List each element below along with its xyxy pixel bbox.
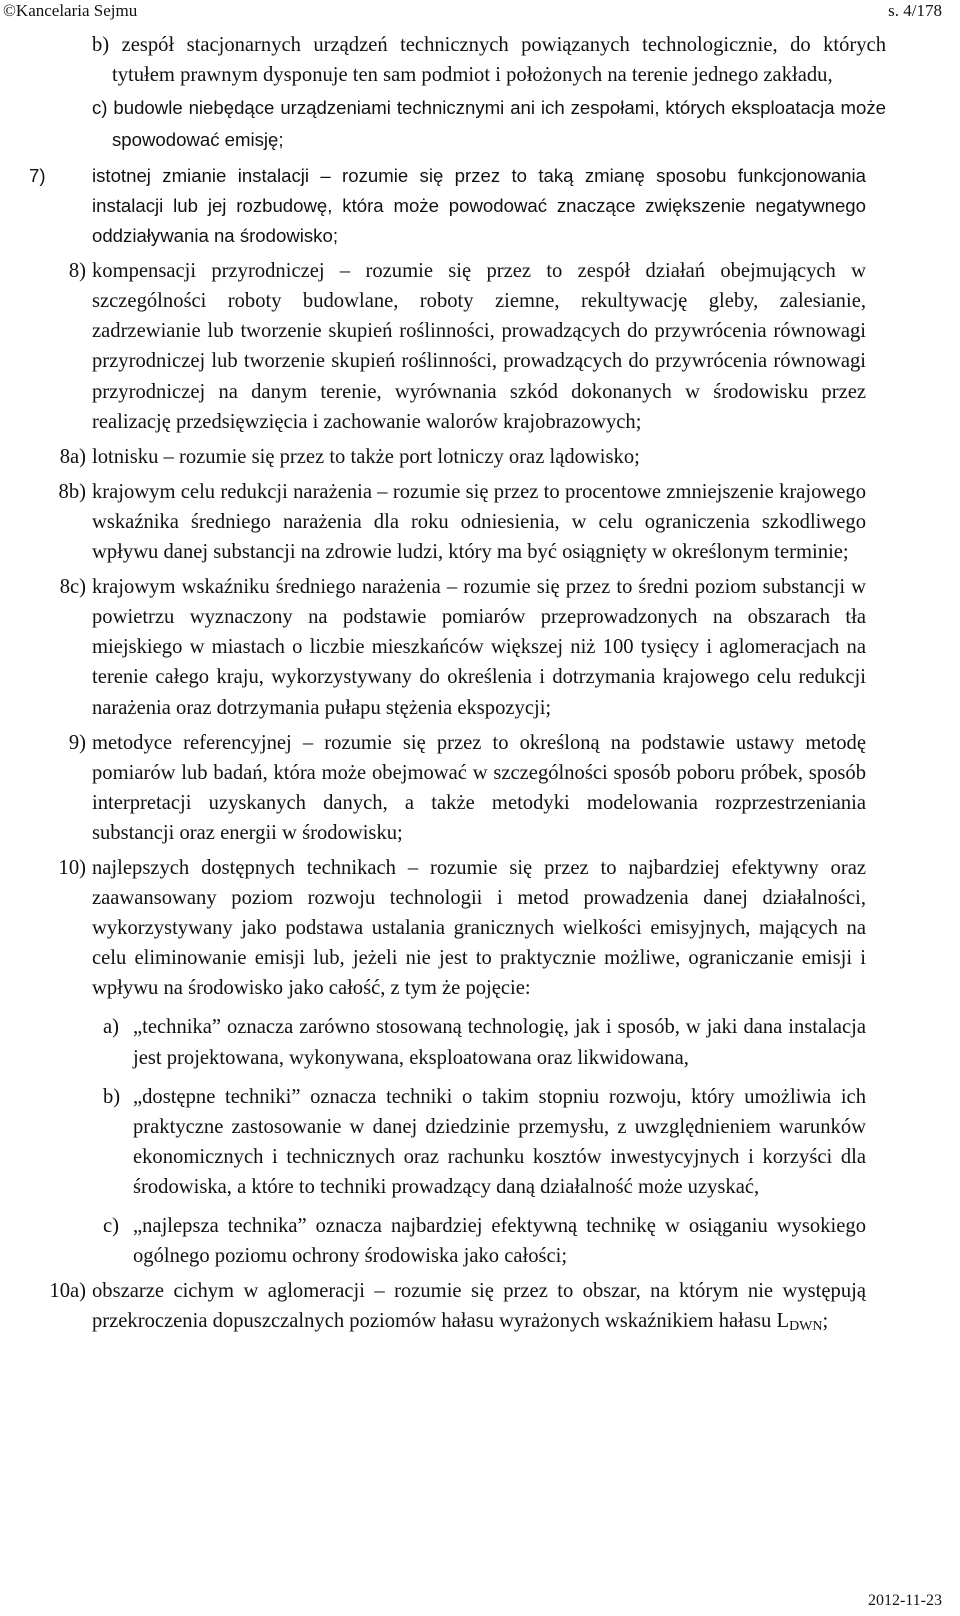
item-number: 8)	[68, 260, 86, 283]
subitem-text: „dostępne techniki” oznacza techniki o takim stopniu rozwoju, który umożliwia ich praktyczne zastosowanie w danej dziedzinie przemysłu, z uwzględnieniem warunków ekonomicznych i technicznych oraz rachunku kosztów inwestycyjnych i korzyści dla środowiska, a które to techniki prowadzący daną działalność może uzyskać,	[133, 1085, 866, 1198]
subitem-letter: b)	[103, 1085, 121, 1108]
item-text: kompensacji przyrodniczej – rozumie się przez to zespół działań obejmujących w szczególności roboty budowlane, roboty ziemne, rekultywację gleby, zalesianie, zadrzewianie lub tworzenie skupień roślinności, prowadzących do przywrócenia równowagi przyrodniczej lub tworzenie skupień roślinności, prowadzących do przywrócenia równowagi przyrodniczej na danym terenie, wyrównania szkód dokonanych w środowisku przez realizację przedsięwzięcia i zachowanie walorów krajobrazowych;	[92, 260, 866, 433]
item-text: krajowym wskaźniku średniego narażenia – rozumie się przez to średni poziom substancji w powietrzu wyznaczony na podstawie pomiarów przeprowadzonych na obszarach tła miejskiego w miastach o liczbie mieszkańców większej niż 100 tysięcy i aglomeracjach na terenie całego kraju, wykorzystywany do określenia i dotrzymania krajowego celu redukcji narażenia oraz dotrzymania pułapu stężenia ekspozycji;	[92, 576, 866, 719]
definition-item-10-c	[0, 1211, 866, 1271]
document-body	[0, 30, 960, 1342]
item-text: lotnisku – rozumie się przez to także port lotniczy oraz lądowisko;	[92, 445, 640, 468]
definition-item-8	[0, 256, 866, 437]
publication-date: 2012-11-23	[867, 1592, 942, 1609]
item-number: 8c)	[59, 576, 86, 599]
definition-item-7	[0, 161, 866, 251]
item-text: istotnej zmianie instalacji – rozumie się przez to taką zmianę sposobu funkcjonowania instalacji lub jej rozbudowę, która może powodować znaczące zwiększenie negatywnego oddziaływania na środowisko;	[92, 165, 866, 247]
item-number: 10a)	[49, 1280, 86, 1303]
definition-item-10-a	[0, 1012, 866, 1072]
item-number: 10)	[58, 856, 86, 879]
subitem-text: „najlepsza technika” oznacza najbardziej efektywną technikę w osiąganiu wysokiego ogólnego poziomu ochrony środowiska jako całości;	[133, 1215, 866, 1268]
definition-item-9	[0, 728, 866, 848]
item-number: 9)	[68, 731, 86, 754]
definition-item-8a	[0, 442, 866, 472]
item-text-tail: ;	[822, 1310, 829, 1333]
item-text: obszarze cichym w aglomeracji – rozumie się przez to obszar, na którym nie występują przekroczenia dopuszczalnych poziomów hałasu wyrażonych wskaźnikiem hałasu L	[92, 1280, 866, 1333]
subitem-letter: a)	[103, 1016, 119, 1039]
definition-item-8b	[0, 477, 866, 567]
item-text: krajowym celu redukcji narażenia – rozumie się przez to procentowe zmniejszenie krajowego wskaźnika średniego narażenia dla roku odniesienia, w celu ograniczenia szkodliwego wpływu danej substancji na zdrowie ludzi, który ma być osiągnięty w określonym terminie;	[92, 480, 866, 564]
definition-item-10	[0, 853, 866, 1003]
definition-item-8c	[0, 572, 866, 722]
item-number: 8b)	[58, 480, 86, 503]
subscript-dwn: DWN	[789, 1319, 823, 1335]
item-text: metodyce referencyjnej – rozumie się przez to określoną na podstawie ustawy metodę pomiarów lub badań, która może obejmować w szczególności sposób poboru próbek, sposób interpretacji uzyskanych danych, a także metodyki modelowania rozprzestrzeniania substancji oraz energii w środowisku;	[92, 731, 866, 844]
definition-item-10a	[0, 1276, 866, 1342]
item-c-continuation: c) budowle niebędące urządzeniami technicznymi ani ich zespołami, których eksploatacja może spowodować emisję;	[92, 97, 886, 151]
item-b-continuation: b) zespół stacjonarnych urządzeń technicznych powiązanych technologicznie, do których tytułem prawnym dysponuje ten sam podmiot i położonych na terenie jednego zakładu,	[92, 34, 886, 87]
page-number: s. 4/178	[888, 1, 942, 20]
subitem-letter: c)	[103, 1215, 119, 1237]
item-text: najlepszych dostępnych technikach – rozumie się przez to najbardziej efektywny oraz zaawansowany poziom rozwoju technologii i metod prowadzenia danej działalności, wykorzystywany jako podstawa ustalania granicznych wielkości emisyjnych, mających na celu eliminowanie emisji lub, jeżeli nie jest to praktycznie możliwe, ograniczanie emisji i wpływu na środowisko jako całość, z tym że pojęcie:	[92, 856, 866, 1000]
item-number: 7)	[29, 165, 46, 187]
definition-item-10-b	[0, 1082, 866, 1202]
item-number: 8a)	[59, 445, 86, 468]
subitem-text: „technika” oznacza zarówno stosowaną technologię, jak i sposób, w jaki dana instalacja jest projektowana, wykonywana, eksploatowana oraz likwidowana,	[133, 1016, 866, 1069]
copyright-label: ©Kancelaria Sejmu	[3, 1, 138, 20]
